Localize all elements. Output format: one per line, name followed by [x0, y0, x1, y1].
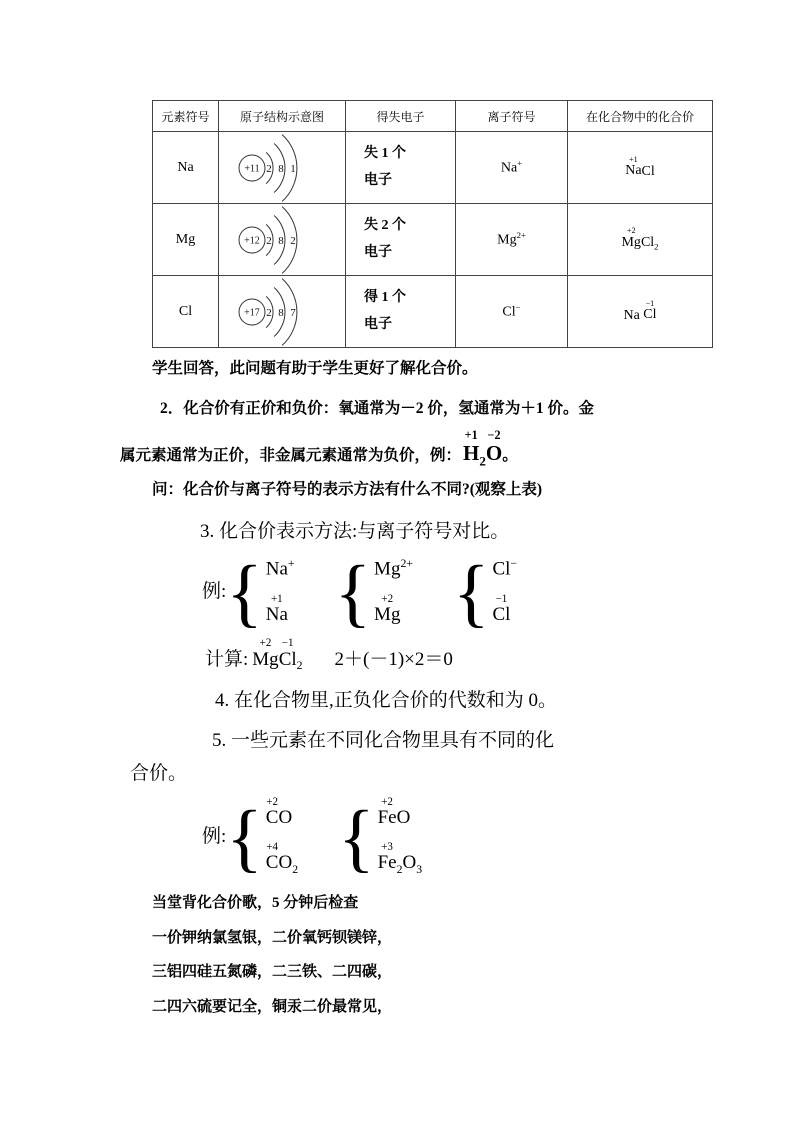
atomic-structure-diagram [219, 276, 346, 348]
example2-groups [226, 795, 462, 881]
atomic-structure-icon [232, 205, 332, 275]
electron-change [346, 276, 456, 348]
table-header-cell: 离子符号 [456, 101, 568, 132]
ion-symbol: $Mg^{2+}$ [456, 204, 568, 276]
valence-stack: +3 Fe [377, 841, 397, 874]
ion-valence-pair [226, 551, 295, 636]
svg-text:8: 8 [278, 162, 284, 175]
song-line2: 三铝四硅五氮磷，二三铁、二四碳， [152, 964, 393, 981]
svg-text:1: 1 [290, 162, 296, 175]
table-row [153, 132, 713, 204]
valence-stack: +2 Fe [377, 795, 397, 829]
atomic-structure-icon [232, 133, 332, 203]
brace-icon: { [226, 796, 263, 881]
electron-change-line2: 电子 [364, 244, 392, 260]
song-line1: 一价钾纳氯氢银，二价氧钙钡镁锌， [152, 929, 393, 946]
table-header-row [153, 101, 713, 132]
ion-valence-pair [452, 551, 518, 636]
question-line: 问：化合价与离子符号的表示方法有什么不同?(观察上表) [152, 481, 543, 499]
svg-text:8: 8 [278, 306, 284, 319]
formula-top: +2 C O [265, 795, 293, 829]
table-header-cell: 得失电子 [346, 101, 456, 132]
electron-change-line1: 得 1 个 [364, 289, 406, 305]
valence-stack: −1 Cl [643, 298, 657, 323]
compound-valence: +2 Mg $Cl_2$ [568, 204, 713, 276]
multi-valence-line1: 5. 一些元素在不同化合物里具有不同的化 [212, 729, 555, 751]
brace-icon: { [334, 551, 372, 636]
song-line3: 二四六硫要记全，铜汞二价最常见， [152, 999, 393, 1016]
atomic-structure-diagram [219, 204, 346, 276]
valence-stack: −2 O [485, 427, 503, 466]
table-row [153, 204, 713, 276]
table-header-cell: 元素符号 [153, 101, 219, 132]
ion-symbol: Cl− [456, 276, 568, 348]
valence-stack: +2 Mg [621, 226, 641, 251]
svg-text:+17: +17 [244, 307, 260, 318]
ion-valence-pair [334, 551, 413, 636]
method-heading: 3. 化合价表示方法:与离子符号对比。 [200, 520, 510, 542]
formula-bottom [492, 593, 517, 626]
compound-valence-pair [338, 795, 423, 881]
valence-rule-line2-text: 属元素通常为正价，非金属元素通常为负价，例： [120, 447, 462, 465]
example2-label: 例: [202, 825, 227, 847]
example-different-valences [202, 795, 714, 881]
svg-text:2: 2 [266, 306, 272, 319]
formula-bottom: +3 Fe $_2O_3$ [377, 841, 423, 876]
multi-valence-line2: 合价。 [130, 763, 188, 785]
calc-label: 计算: [205, 648, 249, 670]
brace-column [374, 557, 413, 625]
brace-column [378, 796, 423, 877]
rule-sum-zero: 4. 在化合物里,正负化合价的代数和为 0。 [215, 690, 558, 712]
svg-text:2: 2 [266, 234, 272, 247]
formula-top: Na+ [265, 557, 295, 580]
student-answer-note: 学生回答，此问题有助于学生更好了解化合价。 [152, 360, 478, 377]
formula-bottom [266, 593, 295, 626]
valence-stack: +2 Mg [252, 637, 279, 670]
water-formula: +1 H $_2$ −2 O [463, 427, 503, 469]
electron-change-line2: 电子 [364, 172, 392, 188]
example1-groups [226, 551, 557, 636]
brace-icon: { [226, 551, 263, 636]
valence-stack: +1 Na [265, 592, 288, 625]
valence-stack: +1 Na [625, 154, 642, 179]
table-row [153, 276, 713, 348]
brace-icon: { [338, 796, 375, 881]
atomic-structure-icon [232, 277, 332, 347]
svg-text:7: 7 [290, 306, 296, 319]
formula-top: +2 Fe O [377, 795, 411, 829]
valence-stack: +1 H [463, 427, 480, 466]
sentence-period: 。 [502, 447, 518, 465]
valence-stack: +4 C [265, 841, 279, 874]
electron-change [346, 204, 456, 276]
svg-text:+12: +12 [244, 235, 260, 246]
valence-rule-line1: 2．化合价有正价和负价：氧通常为－2 价，氢通常为＋1 价。金 [160, 400, 595, 418]
electron-change-line1: 失 2 个 [364, 217, 406, 233]
formula-top: Cl− [492, 557, 518, 580]
example1-label: 例: [202, 580, 227, 602]
electron-change [346, 132, 456, 204]
compound-valence: Na −1 Cl [568, 276, 713, 348]
formula-top: $Mg^{2+}$ [374, 557, 413, 580]
valence-stack: +2 C [265, 795, 279, 829]
svg-text:8: 8 [278, 234, 284, 247]
song-heading: 当堂背化合价歌，5 分钟后检查 [152, 894, 359, 911]
svg-text:2: 2 [290, 234, 296, 247]
valence-stack: +2 Mg [374, 592, 401, 625]
formula-bottom: +4 C $O_2$ [265, 841, 299, 876]
calc-formula: +2 Mg −1 Cl $_2$ [252, 637, 303, 673]
table-header-cell: 在化合物中的化合价 [568, 101, 713, 132]
electron-change-line2: 电子 [364, 316, 392, 332]
compound-valence: +1 Na Cl [568, 132, 713, 204]
valence-stack: −1 Cl [492, 592, 511, 625]
calc-equation: 2＋(－1)×2＝0 [334, 648, 453, 670]
atomic-structure-diagram [219, 132, 346, 204]
brace-icon: { [452, 551, 490, 636]
valence-table [152, 100, 713, 348]
calculation-line [205, 637, 714, 673]
valence-stack: −1 Cl [278, 637, 297, 670]
example-ion-vs-valence [202, 551, 714, 636]
svg-text:+11: +11 [244, 163, 260, 174]
ion-symbol: Na+ [456, 132, 568, 204]
brace-column [266, 796, 298, 877]
valence-rule-line2 [120, 429, 714, 471]
brace-column [492, 557, 517, 625]
brace-column [266, 557, 295, 625]
formula-bottom [374, 593, 413, 626]
element-symbol: Cl [153, 276, 219, 348]
table-header-cell: 原子结构示意图 [219, 101, 346, 132]
electron-change-line1: 失 1 个 [364, 145, 406, 161]
element-symbol: Mg [153, 204, 219, 276]
svg-text:2: 2 [266, 162, 272, 175]
compound-valence-pair [226, 795, 299, 881]
element-symbol: Na [153, 132, 219, 204]
